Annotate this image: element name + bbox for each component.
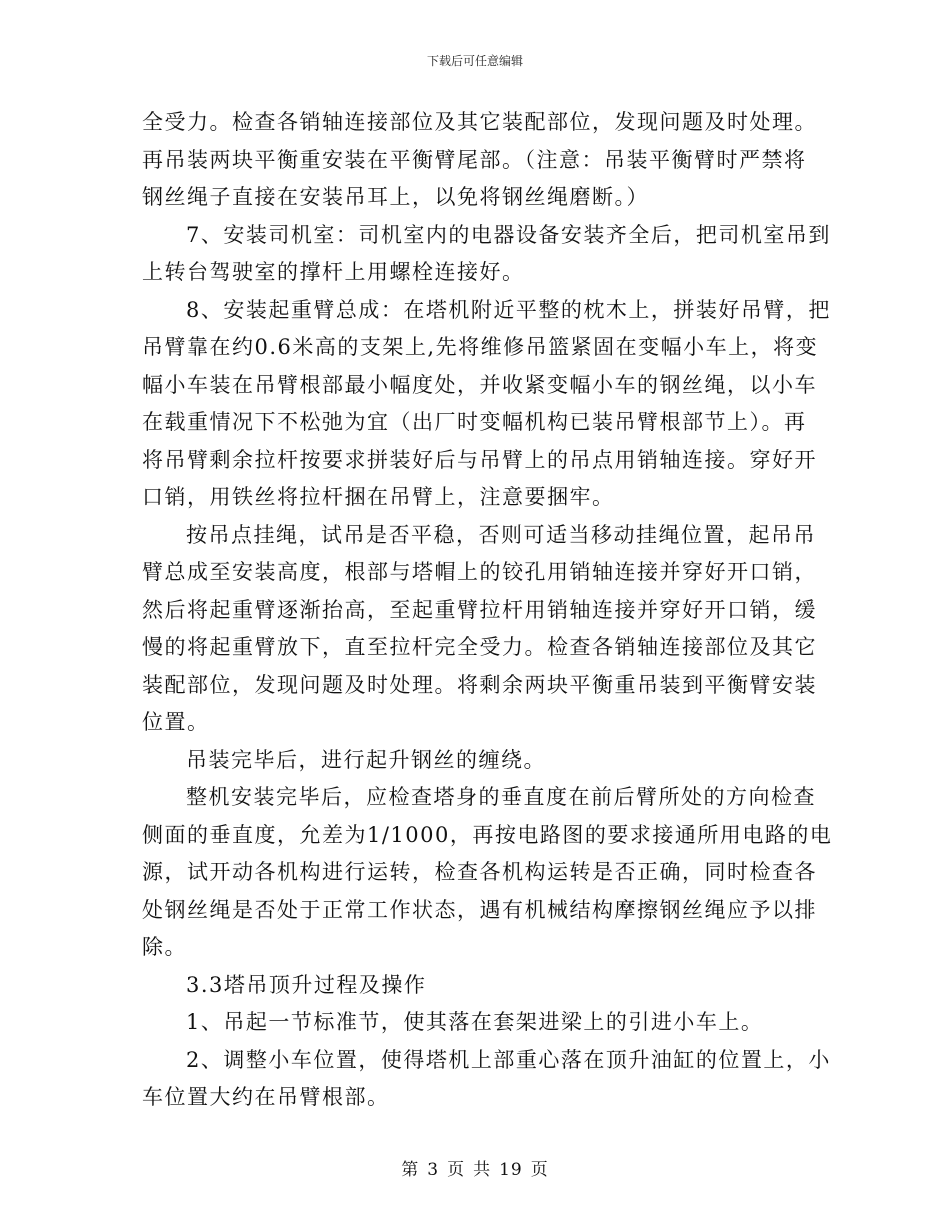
footer-total-label: 共 xyxy=(473,1160,492,1180)
text-line: 吊臂靠在约0.6米高的支架上,先将维修吊篮紧固在变幅小车上，将变 xyxy=(142,335,819,359)
footer-total-pages: 19 xyxy=(499,1160,523,1180)
text-line: 2、调整小车位置，使得塔机上部重心落在顶升油缸的位置上，小 xyxy=(186,1047,831,1072)
text-line: 钢丝绳子直接在安装吊耳上，以免将钢丝绳磨断。） xyxy=(142,185,649,209)
text-line: 全受力。检查各销轴连接部位及其它装配部位，发现问题及时处理。 xyxy=(142,110,817,134)
text-line: 整机安装完毕后，应检查塔身的垂直度在前后臂所处的方向检查 xyxy=(186,785,816,809)
text-line: 慢的将起重臂放下，直至拉杆完全受力。检查各销轴连接部位及其它 xyxy=(142,635,817,659)
text-line: 除。 xyxy=(142,935,187,959)
text-line: 车位置大约在吊臂根部。 xyxy=(142,1085,390,1109)
text-line: 3.3塔吊顶升过程及操作 xyxy=(186,972,427,997)
footer-prefix: 第 xyxy=(401,1160,420,1180)
text-line: 然后将起重臂逐渐抬高，至起重臂拉杆用销轴连接并穿好开口销，缓 xyxy=(142,597,817,622)
text-line: 1、吊起一节标准节，使其落在套架进梁上的引进小车上。 xyxy=(186,1010,764,1034)
text-line: 口销，用铁丝将拉杆捆在吊臂上，注意要捆牢。 xyxy=(142,485,615,509)
text-line: 8、安装起重臂总成：在塔机附近平整的枕木上，拼装好吊臂，把 xyxy=(186,297,831,322)
text-line: 源，试开动各机构进行运转，检查各机构运转是否正确，同时检查各 xyxy=(142,860,817,884)
text-line: 侧面的垂直度，允差为1/1000，再按电路图的要求接通所用电路的电 xyxy=(142,822,833,847)
text-line: 臂总成至安装高度，根部与塔帽上的铰孔用销轴连接并穿好开口销， xyxy=(142,560,817,584)
text-line: 在载重情况下不松弛为宜（出厂时变幅机构已装吊臂根部节上）。再 xyxy=(142,410,807,434)
text-line: 位置。 xyxy=(142,710,210,734)
text-line: 幅小车装在吊臂根部最小幅度处，并收紧变幅小车的钢丝绳，以小车 xyxy=(142,372,817,397)
text-line: 按吊点挂绳，试吊是否平稳，否则可适当移动挂绳位置，起吊吊 xyxy=(186,522,816,547)
page-footer xyxy=(0,1155,950,1180)
footer-page-unit: 页 xyxy=(447,1160,466,1180)
footer-page-number: 3 xyxy=(427,1160,440,1180)
text-line: 7、安装司机室：司机室内的电器设备安装齐全后，把司机室吊到 xyxy=(186,222,831,247)
footer-total-unit: 页 xyxy=(530,1160,549,1180)
text-line: 装配部位，发现问题及时处理。将剩余两块平衡重吊装到平衡臂安装 xyxy=(142,672,817,697)
text-line: 将吊臂剩余拉杆按要求拼装好后与吊臂上的吊点用销轴连接。穿好开 xyxy=(142,447,817,472)
page-header: 下载后可任意编辑 xyxy=(426,54,523,68)
text-line: 处钢丝绳是否处于正常工作状态，遇有机械结构摩擦钢丝绳应予以排 xyxy=(142,897,817,922)
document-body xyxy=(142,104,833,1117)
text-line: 上转台驾驶室的撑杆上用螺栓连接好。 xyxy=(142,260,525,284)
text-line: 再吊装两块平衡重安装在平衡臂尾部。（注意：吊装平衡臂时严禁将 xyxy=(142,147,807,172)
text-line: 吊装完毕后，进行起升钢丝的缠绕。 xyxy=(186,747,546,772)
